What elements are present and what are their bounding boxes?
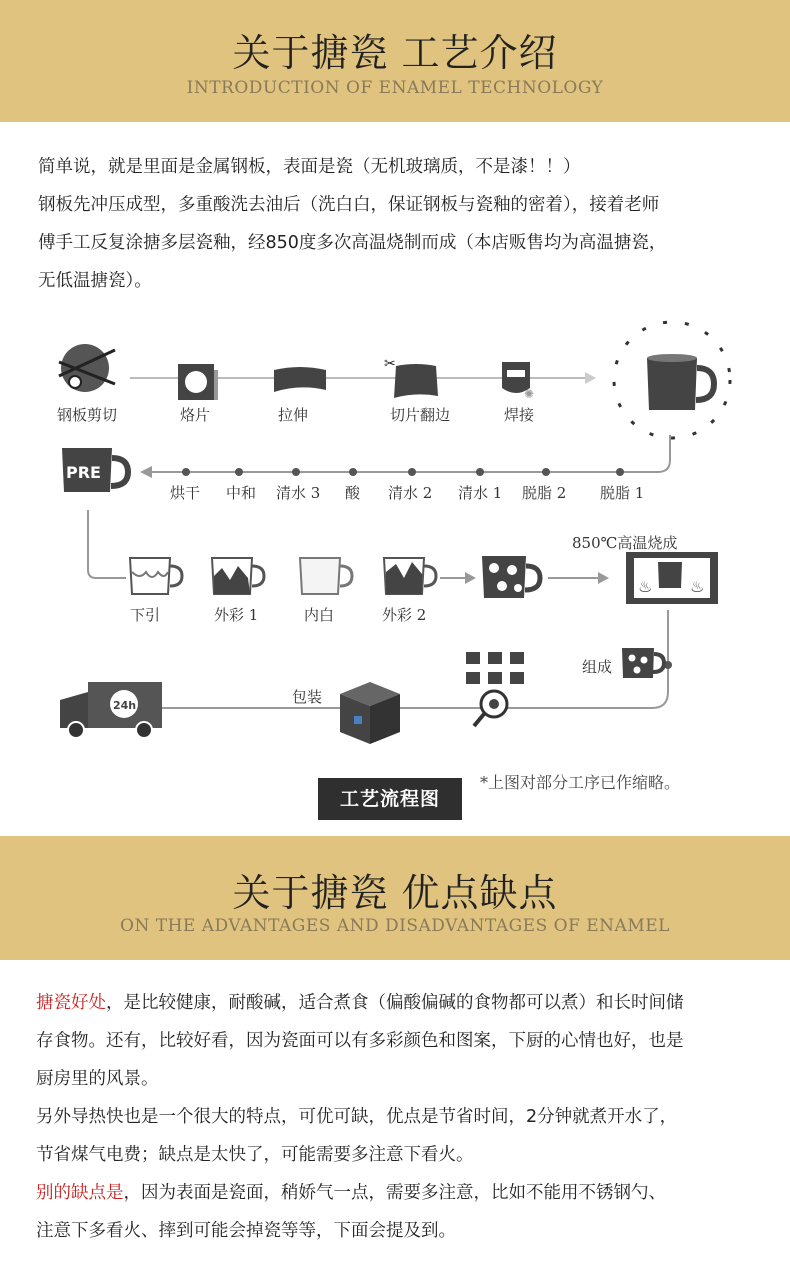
dot bbox=[292, 468, 300, 476]
adv-line bbox=[36, 984, 766, 1022]
dot bbox=[408, 468, 416, 476]
header-text-technology bbox=[0, 0, 790, 122]
step-label: 清水 3 bbox=[276, 484, 321, 502]
pack-label: 包装 bbox=[292, 688, 323, 706]
step-label: 外彩 2 bbox=[382, 606, 427, 624]
step-label: 下引 bbox=[130, 606, 161, 624]
intro-line: 钢板先冲压成型，多重酸洗去油后（洗白白，保证钢板与瓷釉的密着），接着老师 bbox=[38, 195, 660, 215]
pre-text: PRE bbox=[66, 463, 101, 482]
kiln-fire-icon bbox=[626, 552, 718, 604]
step-label: 内白 bbox=[304, 606, 335, 624]
mug-flower-icon bbox=[482, 556, 540, 598]
inspection-icon bbox=[466, 652, 524, 726]
step-label: 清水 1 bbox=[458, 484, 503, 502]
pre-mug-icon bbox=[62, 448, 128, 492]
step-label: 酸 bbox=[345, 484, 361, 502]
intro-line: 简单说，就是里面是金属钢板，表面是瓷（无机玻璃质，不是漆！！） bbox=[38, 157, 581, 177]
intro-line: 无低温搪瓷）。 bbox=[38, 271, 152, 291]
welding-icon bbox=[502, 362, 534, 401]
step-label: 切片翻边 bbox=[390, 406, 451, 424]
flow-line-row3-start bbox=[88, 510, 126, 578]
diagram-note: *上图对部分工序已作缩略。 bbox=[480, 773, 681, 792]
dot bbox=[476, 468, 484, 476]
dot bbox=[616, 468, 624, 476]
assembled-mug-icon bbox=[622, 648, 664, 678]
step-label: 烘干 bbox=[170, 484, 201, 502]
step-label: 清水 2 bbox=[388, 484, 433, 502]
step-label: 脱脂 2 bbox=[522, 484, 567, 502]
mug-outer-color2-icon bbox=[384, 558, 436, 594]
section-title: 关于搪瓷 优点缺点 bbox=[232, 871, 558, 915]
flow-line-row2 bbox=[150, 435, 670, 472]
adv-line: 节省煤气电费；缺点是太快了，可能需要多注意下看火。 bbox=[36, 1145, 474, 1165]
intro-line: 傅手工反复涂搪多层瓷釉，经850度多次高温烧制而成（本店贩售均为高温搪瓷， bbox=[38, 233, 667, 253]
assemble-label: 组成 bbox=[582, 658, 613, 676]
text: ，因为表面是瓷面，稍娇气一点，需要多注意，比如不能用不锈钢勺、 bbox=[123, 1183, 666, 1203]
mug-kiln-icon bbox=[614, 322, 730, 438]
dot bbox=[542, 468, 550, 476]
svg-text:✺: ✺ bbox=[524, 387, 535, 401]
step-label: 烙片 bbox=[180, 406, 211, 424]
delivery-truck-icon bbox=[60, 682, 162, 738]
arrow bbox=[598, 572, 609, 584]
section-title: 关于搪瓷 工艺介绍 bbox=[232, 31, 558, 75]
dot bbox=[182, 468, 190, 476]
text: ，是比较健康，耐酸碱，适合煮食（偏酸偏碱的食物都可以煮）和长时间储 bbox=[106, 993, 684, 1013]
svg-text:♨: ♨ bbox=[638, 577, 653, 596]
truck-24h-text: 24h bbox=[113, 699, 137, 712]
mug-dip-icon bbox=[130, 558, 182, 594]
stretch-icon bbox=[274, 367, 326, 392]
section-subtitle: INTRODUCTION OF ENAMEL TECHNOLOGY bbox=[186, 78, 604, 98]
flow-chart-label: 工艺流程图 bbox=[318, 778, 462, 820]
dot bbox=[235, 468, 243, 476]
step-label: 中和 bbox=[226, 484, 257, 502]
adv-line: 厨房里的风景。 bbox=[36, 1069, 159, 1089]
plate-icon bbox=[178, 364, 218, 400]
step-label: 拉伸 bbox=[278, 406, 309, 424]
package-box-icon bbox=[340, 682, 400, 744]
step-label: 焊接 bbox=[504, 406, 535, 424]
intro-text bbox=[38, 148, 763, 300]
highlight-disadvantage: 别的缺点是 bbox=[36, 1183, 124, 1203]
adv-line: 注意下多看火、摔到可能会掉瓷等等，下面会提及到。 bbox=[36, 1221, 456, 1241]
adv-line: 存食物。还有，比较好看，因为瓷面可以有多彩颜色和图案，下厨的心情也好，也是 bbox=[36, 1031, 684, 1051]
dot bbox=[349, 468, 357, 476]
process-diagram bbox=[0, 320, 790, 830]
flow-arrow-row1 bbox=[585, 372, 596, 384]
advantages-text bbox=[36, 984, 766, 1250]
svg-text:✂: ✂ bbox=[384, 356, 396, 372]
flow-arrow-row2 bbox=[140, 466, 152, 478]
arrow bbox=[465, 572, 476, 584]
fire-label: 850℃高温烧成 bbox=[572, 534, 678, 552]
mug-outer-color1-icon bbox=[212, 558, 264, 594]
step-label: 脱脂 1 bbox=[600, 484, 645, 502]
section-subtitle: ON THE ADVANTAGES AND DISADVANTAGES OF ENAMEL bbox=[120, 916, 670, 936]
step-label: 外彩 1 bbox=[214, 606, 259, 624]
step-label: 钢板剪切 bbox=[57, 406, 118, 424]
adv-line bbox=[36, 1174, 766, 1212]
svg-text:♨: ♨ bbox=[690, 577, 705, 596]
scissors-icon bbox=[59, 344, 115, 392]
highlight-advantage: 搪瓷好处 bbox=[36, 993, 106, 1013]
adv-line: 另外导热快也是一个很大的特点，可优可缺，优点是节省时间，2分钟就煮开水了， bbox=[36, 1107, 678, 1127]
mug-inner-white-icon bbox=[300, 558, 352, 594]
process-flow-graphic bbox=[0, 320, 790, 830]
